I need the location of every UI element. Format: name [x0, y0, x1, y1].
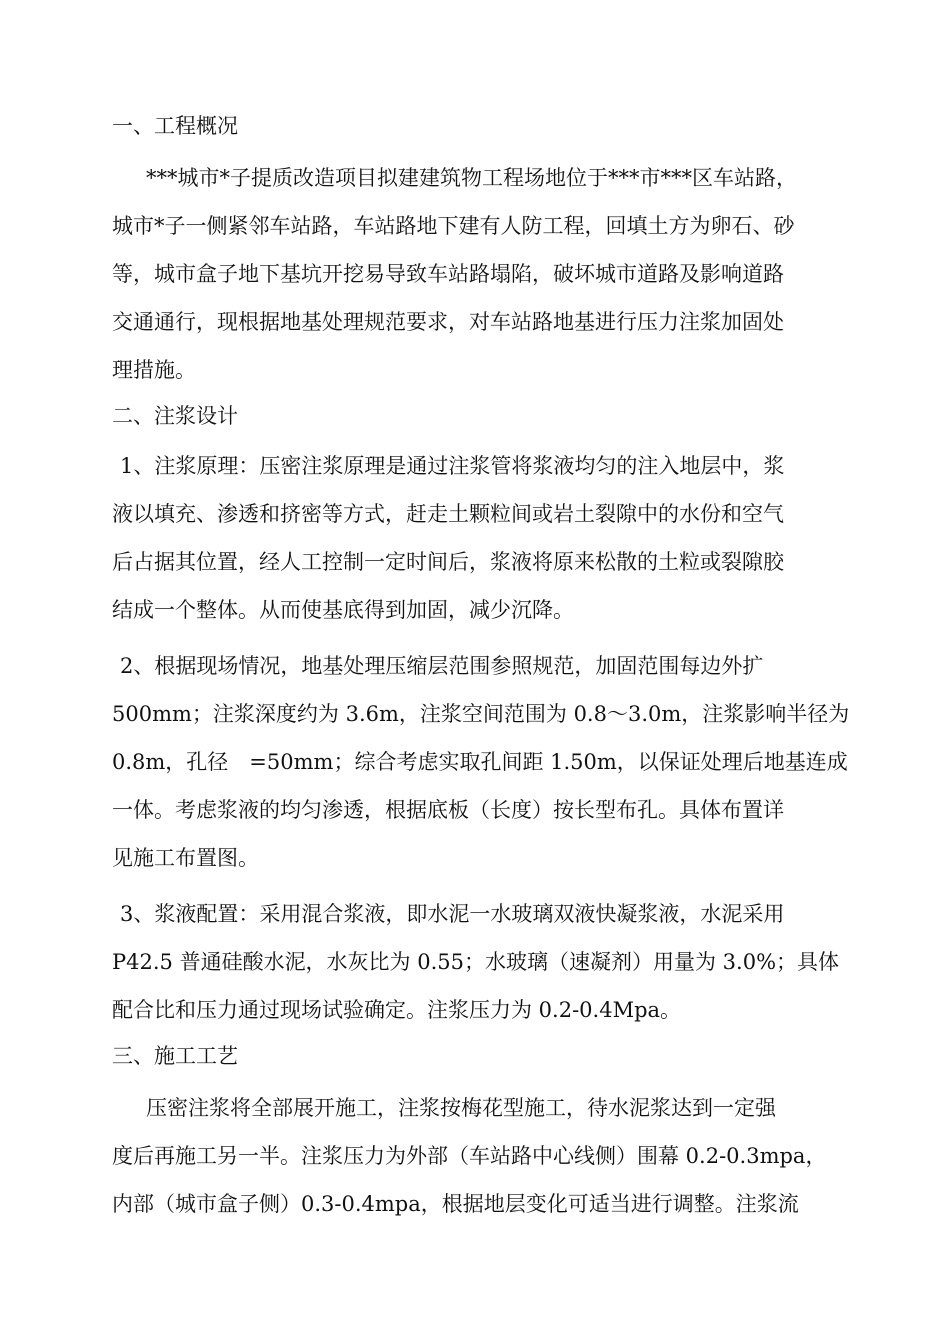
paragraph-line: 压密注浆将全部展开施工，注浆按梅花型施工，待水泥浆达到一定强: [146, 1096, 776, 1120]
paragraph-line: 1、注浆原理：压密注浆原理是通过注浆管将浆液均匀的注入地层中，浆: [120, 454, 785, 478]
paragraph-line: 0.8m，孔径 =50mm；综合考虑实取孔间距 1.50m，以保证处理后地基连成: [112, 750, 848, 774]
paragraph-line: 交通通行，现根据地基处理规范要求，对车站路地基进行压力注浆加固处: [112, 310, 784, 334]
section-heading-overview: 一、工程概况: [112, 114, 238, 138]
paragraph-line: 3、浆液配置：采用混合浆液，即水泥一水玻璃双液快凝浆液，水泥采用: [120, 902, 785, 926]
paragraph-line: 等，城市盒子地下基坑开挖易导致车站路塌陷，破坏城市道路及影响道路: [112, 262, 784, 286]
paragraph-line: 度后再施工另一半。注浆压力为外部（车站路中心线侧）围幕 0.2-0.3mpa，: [112, 1144, 827, 1168]
paragraph-line: 2、根据现场情况，地基处理压缩层范围参照规范，加固范围每边外扩: [120, 654, 764, 678]
paragraph-line: ***城市*子提质改造项目拟建建筑物工程场地位于***市***区车站路，: [146, 166, 797, 190]
paragraph-line: 内部（城市盒子侧）0.3-0.4mpa，根据地层变化可适当进行调整。注浆流: [112, 1192, 799, 1216]
paragraph-line: 一体。考虑浆液的均匀渗透，根据底板（长度）按长型布孔。具体布置详: [112, 798, 784, 822]
paragraph-line: 见施工布置图。: [112, 846, 259, 870]
paragraph-line: 城市*子一侧紧邻车站路，车站路地下建有人防工程，回填土方为卵石、砂: [112, 214, 795, 238]
section-heading-grouting-design: 二、注浆设计: [112, 404, 238, 428]
paragraph-line: 配合比和压力通过现场试验确定。注浆压力为 0.2-0.4Mpa。: [112, 998, 682, 1022]
paragraph-line: P42.5 普通硅酸水泥，水灰比为 0.55；水玻璃（速凝剂）用量为 3.0%；具体: [112, 950, 840, 974]
paragraph-line: 液以填充、渗透和挤密等方式，赶走土颗粒间或岩土裂隙中的水份和空气: [112, 502, 784, 526]
section-heading-construction-process: 三、施工工艺: [112, 1044, 238, 1068]
paragraph-line: 理措施。: [112, 358, 196, 382]
paragraph-line: 后占据其位置，经人工控制一定时间后，浆液将原来松散的土粒或裂隙胶: [112, 550, 784, 574]
paragraph-line: 500mm；注浆深度约为 3.6m，注浆空间范围为 0.8～3.0m，注浆影响半径为: [112, 702, 850, 726]
paragraph-line: 结成一个整体。从而使基底得到加固，减少沉降。: [112, 598, 574, 622]
